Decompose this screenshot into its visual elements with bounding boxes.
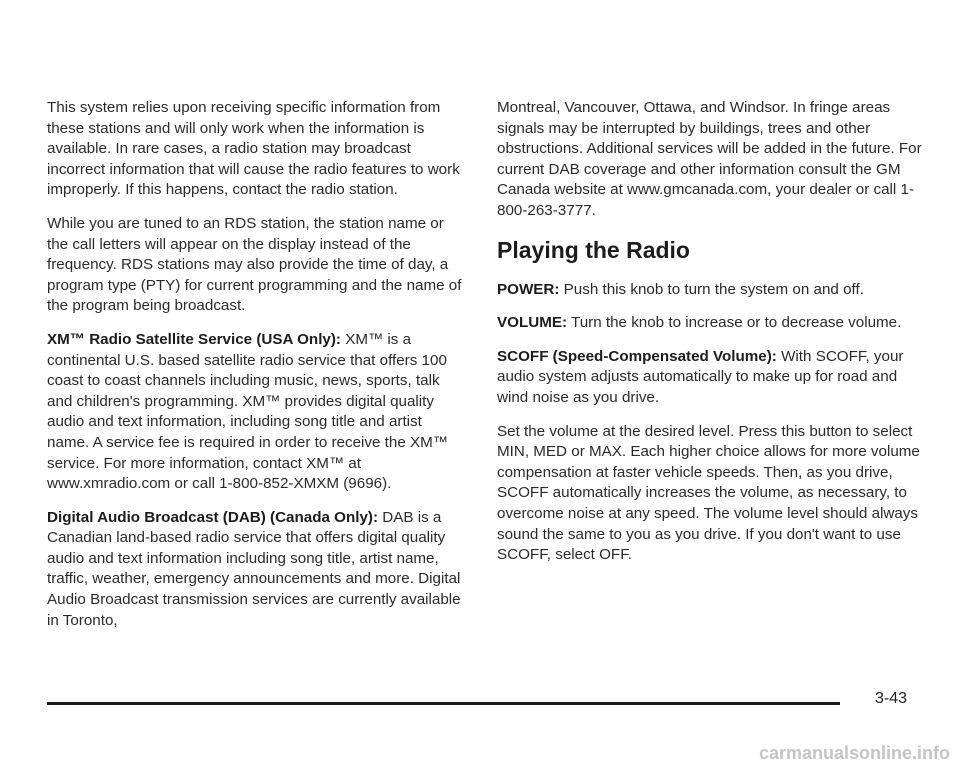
scoff-settings-paragraph: Set the volume at the desired level. Press this button to select MIN, MED or MAX. Each higher choice allows for more volume compensation at faster vehicle speeds. Then, as you drive, SCOFF automatically increases the volume, as necessary, to overcome noise at any speed. The volume level should always sound the same to you as you drive. If you don't want to use SCOFF, select OFF. <box>497 422 920 564</box>
scoff-text: With SCOFF, your audio system adjusts automatically to make up for road and wind noise as you drive. <box>497 347 904 406</box>
volume-label: VOLUME: <box>497 314 568 332</box>
volume-paragraph <box>497 313 925 334</box>
page-number: 3-43 <box>875 690 908 707</box>
site-watermark: carmanualsonline.info <box>758 743 950 763</box>
volume-text: Turn the knob to increase or to decrease volume. <box>567 314 902 332</box>
scoff-paragraph <box>497 347 925 409</box>
left-column <box>47 98 465 644</box>
dab-label: Digital Audio Broadcast (DAB) (Canada Only): <box>47 508 379 526</box>
power-text: Push this knob to turn the system on and off. <box>559 280 864 298</box>
power-paragraph <box>497 280 925 301</box>
footer-rule <box>47 702 840 705</box>
dab-continued-paragraph: Montreal, Vancouver, Ottawa, and Windsor. In fringe areas signals may be interrupted by buildings, trees and other obstructions. Additional services will be added in the future. For current DAB coverage and other information consult the GM Canada website at www.gmcanada.com, your dealer or call 1-800-263-3777. <box>497 99 922 219</box>
dab-paragraph <box>47 508 465 632</box>
rds-display-paragraph: While you are tuned to an RDS station, the station name or the call letters will appear on the display instead of the frequency. RDS stations may also provide the time of day, a program type (PTY) for current programming and the name of the program being broadcast. <box>47 214 462 315</box>
scoff-label: SCOFF (Speed-Compensated Volume): <box>497 347 777 365</box>
rds-reliance-paragraph: This system relies upon receiving specific information from these stations and will only work when the information is available. In rare cases, a radio station may broadcast incorrect information that will cause the radio features to work improperly. If this happens, contact the radio station. <box>47 99 460 199</box>
section-heading: Playing the Radio <box>497 236 690 263</box>
xm-paragraph <box>47 330 465 495</box>
dab-text: DAB is a Canadian land-based radio service that offers digital quality audio and text information including song title, artist name, traffic, weather, emergency announcements and more. Digital Audio Broadcast transmission services are currently available in Toronto, <box>47 508 461 629</box>
xm-label: XM™ Radio Satellite Service (USA Only): <box>47 330 341 348</box>
power-label: POWER: <box>497 280 560 298</box>
xm-text: XM™ is a continental U.S. based satellite radio service that offers 100 coast to coast channels including music, news, sports, talk and children's programming. XM™ provides digital quality audio and text information, including song title and artist name. A service fee is required in order to receive the XM™ service. For more information, contact XM™ at www.xmradio.com or call 1-800-852-XMXM (9696). <box>47 330 448 493</box>
right-column <box>497 98 925 579</box>
